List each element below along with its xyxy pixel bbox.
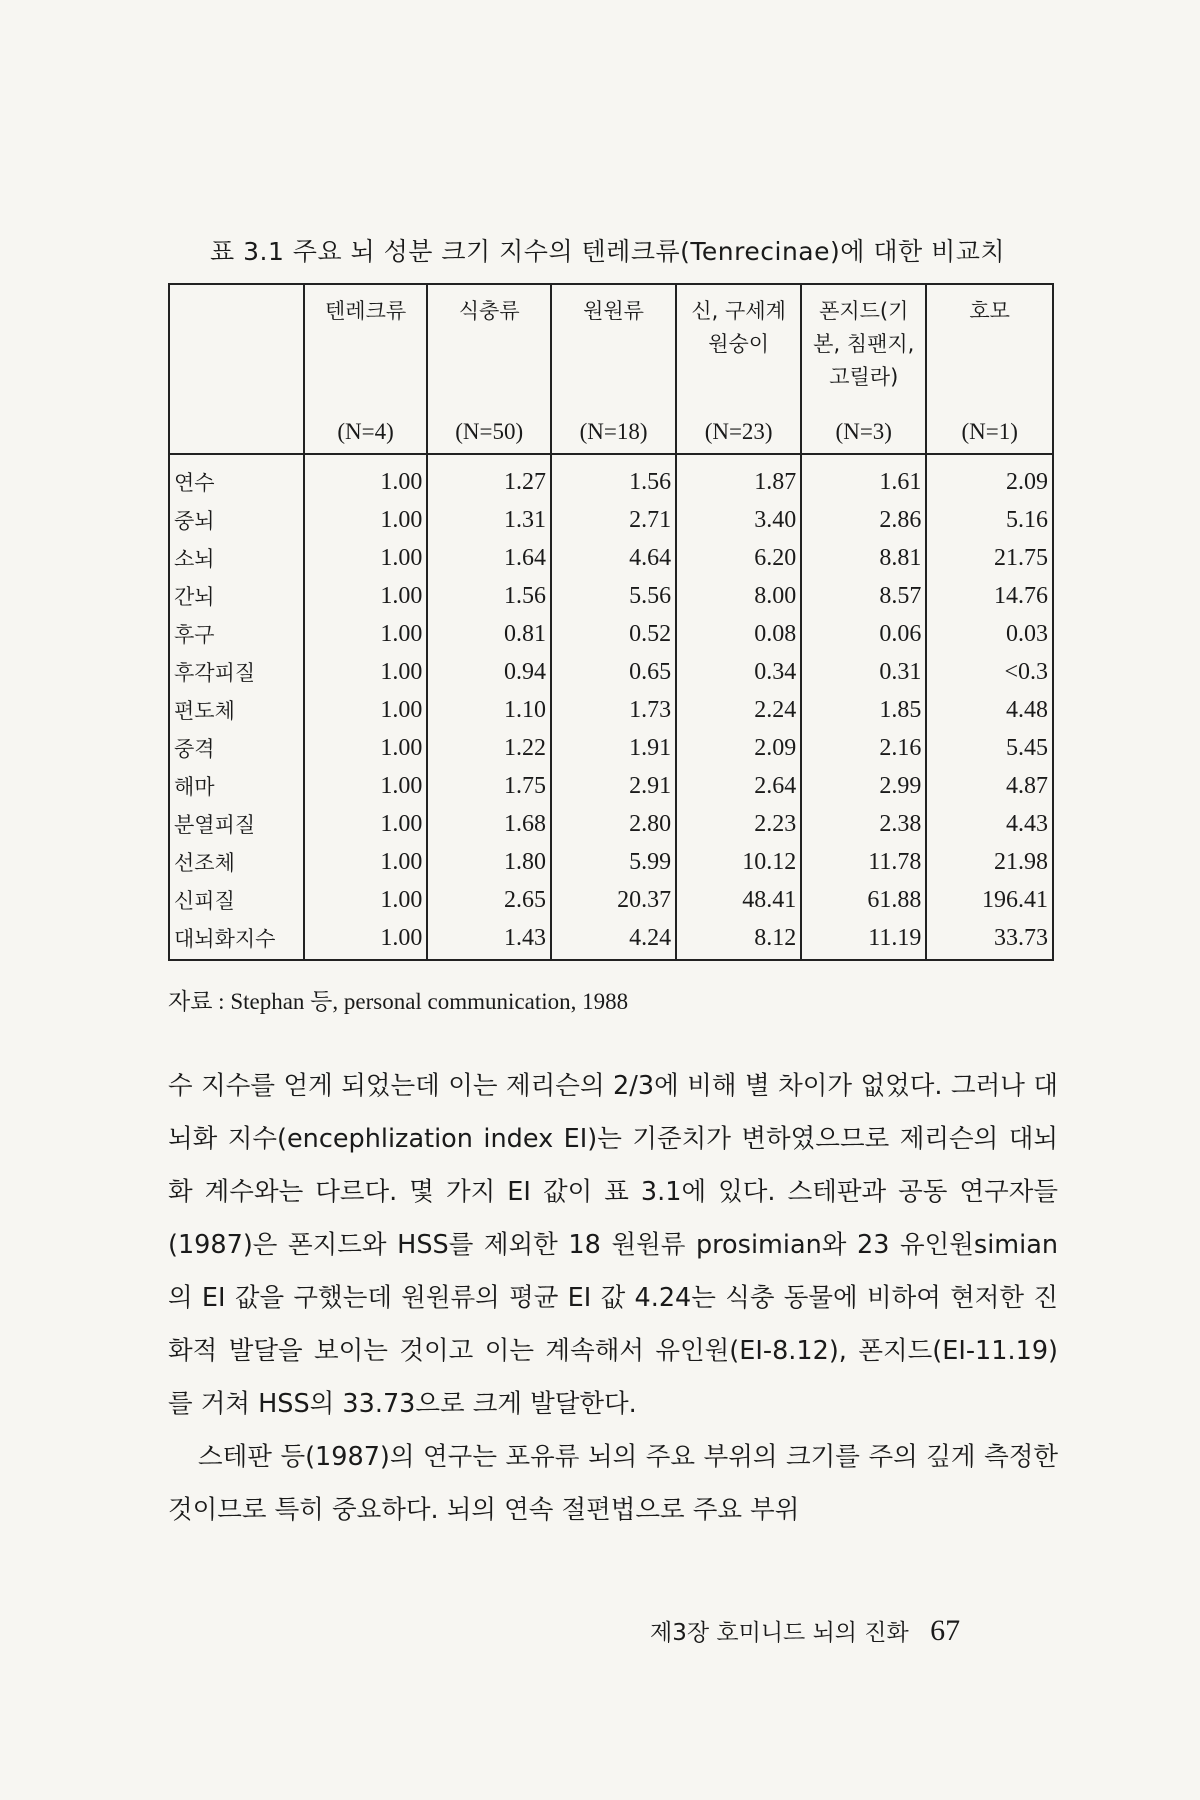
page-footer: [650, 1614, 960, 1648]
table-cell: 2.38: [801, 805, 926, 843]
table-cell: 8.81: [801, 539, 926, 577]
table-cell: 8.12: [676, 919, 801, 960]
row-label: 소뇌: [169, 539, 304, 577]
table-cell: 5.16: [926, 501, 1053, 539]
table-caption: 표 3.1 주요 뇌 성분 크기 지수의 텐레크류(Tenrecinae)에 대한 비교치: [210, 237, 1006, 266]
table-cell: 1.00: [304, 653, 428, 691]
table-cell: 2.64: [676, 767, 801, 805]
column-header: 호모 (N=1): [926, 284, 1053, 454]
table-cell: 1.22: [427, 729, 551, 767]
table-cell: 1.00: [304, 919, 428, 960]
table-cell: 1.31: [427, 501, 551, 539]
table-row: [169, 881, 1053, 919]
table-cell: 1.00: [304, 454, 428, 501]
table-cell: <0.3: [926, 653, 1053, 691]
column-header: 폰지드(기본, 침팬지, 고릴라) (N=3): [801, 284, 926, 454]
table-cell: 0.65: [551, 653, 676, 691]
table-cell: 6.20: [676, 539, 801, 577]
table-cell: 1.73: [551, 691, 676, 729]
table-cell: 1.00: [304, 691, 428, 729]
row-label: 신피질: [169, 881, 304, 919]
table-cell: 196.41: [926, 881, 1053, 919]
table-cell: 8.00: [676, 577, 801, 615]
table-row: [169, 729, 1053, 767]
table-cell: 1.10: [427, 691, 551, 729]
table-row: [169, 615, 1053, 653]
row-label: 중격: [169, 729, 304, 767]
table-row: [169, 577, 1053, 615]
table-cell: 4.48: [926, 691, 1053, 729]
table-cell: 14.76: [926, 577, 1053, 615]
table-cell: 4.24: [551, 919, 676, 960]
table-row: [169, 691, 1053, 729]
table-row: [169, 767, 1053, 805]
row-label: 편도체: [169, 691, 304, 729]
table-cell: 11.19: [801, 919, 926, 960]
table-cell: 5.99: [551, 843, 676, 881]
row-label: 후각피질: [169, 653, 304, 691]
table-cell: 11.78: [801, 843, 926, 881]
table-cell: 21.98: [926, 843, 1053, 881]
table-cell: 1.00: [304, 501, 428, 539]
row-label: 연수: [169, 454, 304, 501]
table-cell: 2.65: [427, 881, 551, 919]
table-cell: 1.00: [304, 767, 428, 805]
table-cell: 2.09: [676, 729, 801, 767]
table-cell: 1.68: [427, 805, 551, 843]
table-cell: 1.56: [551, 454, 676, 501]
column-header: 신, 구세계 원숭이 (N=23): [676, 284, 801, 454]
table-cell: 1.00: [304, 843, 428, 881]
table-cell: 2.23: [676, 805, 801, 843]
table-cell: 0.52: [551, 615, 676, 653]
table-cell: 1.61: [801, 454, 926, 501]
chapter-title: 제3장 호미니드 뇌의 진화: [650, 1620, 909, 1646]
table-cell: 2.09: [926, 454, 1053, 501]
table-cell: 1.00: [304, 729, 428, 767]
table-cell: 0.81: [427, 615, 551, 653]
source-note: 자료 : Stephan 등, personal communication, 1988: [168, 989, 629, 1014]
comparison-table: [168, 283, 1054, 961]
table-cell: 2.80: [551, 805, 676, 843]
table-cell: 1.43: [427, 919, 551, 960]
row-label: 분열피질: [169, 805, 304, 843]
body-text: [168, 1060, 1058, 1537]
table-row: [169, 539, 1053, 577]
table-cell: 4.64: [551, 539, 676, 577]
table-row: [169, 501, 1053, 539]
table-cell: 1.80: [427, 843, 551, 881]
table-cell: 2.91: [551, 767, 676, 805]
table-cell: 0.34: [676, 653, 801, 691]
table-cell: 1.00: [304, 615, 428, 653]
table-cell: 0.06: [801, 615, 926, 653]
table-cell: 0.94: [427, 653, 551, 691]
table-corner-cell: [169, 284, 304, 454]
table-cell: 4.43: [926, 805, 1053, 843]
column-header: 식충류 (N=50): [427, 284, 551, 454]
table-cell: 1.56: [427, 577, 551, 615]
table-cell: 4.87: [926, 767, 1053, 805]
row-label: 해마: [169, 767, 304, 805]
table-cell: 8.57: [801, 577, 926, 615]
table-cell: 1.64: [427, 539, 551, 577]
table-cell: 1.00: [304, 805, 428, 843]
table-cell: 5.56: [551, 577, 676, 615]
table-cell: 1.00: [304, 881, 428, 919]
table-cell: 2.86: [801, 501, 926, 539]
table-cell: 0.31: [801, 653, 926, 691]
table-cell: 2.24: [676, 691, 801, 729]
paragraph: 스테판 등(1987)의 연구는 포유류 뇌의 주요 부위의 크기를 주의 깊게 측정한 것이므로 특히 중요하다. 뇌의 연속 절편법으로 주요 부위: [168, 1442, 1058, 1525]
table-row: [169, 919, 1053, 960]
page-number: 67: [930, 1614, 961, 1647]
row-label: 중뇌: [169, 501, 304, 539]
column-header: 텐레크류 (N=4): [304, 284, 428, 454]
table-cell: 20.37: [551, 881, 676, 919]
table-cell: 1.91: [551, 729, 676, 767]
row-label: 선조체: [169, 843, 304, 881]
table-row: [169, 843, 1053, 881]
table-cell: 10.12: [676, 843, 801, 881]
table-cell: 2.16: [801, 729, 926, 767]
table-cell: 3.40: [676, 501, 801, 539]
table-cell: 1.00: [304, 539, 428, 577]
table-cell: 1.00: [304, 577, 428, 615]
row-label: 후구: [169, 615, 304, 653]
table-cell: 1.75: [427, 767, 551, 805]
table-cell: 21.75: [926, 539, 1053, 577]
table-body: [169, 454, 1053, 960]
table-cell: 61.88: [801, 881, 926, 919]
row-label: 대뇌화지수: [169, 919, 304, 960]
table-row: [169, 805, 1053, 843]
table-row: [169, 653, 1053, 691]
table-cell: 0.08: [676, 615, 801, 653]
table-cell: 1.87: [676, 454, 801, 501]
table-cell: 5.45: [926, 729, 1053, 767]
table-row: [169, 454, 1053, 501]
table-cell: 0.03: [926, 615, 1053, 653]
table-cell: 48.41: [676, 881, 801, 919]
table-cell: 1.27: [427, 454, 551, 501]
column-header: 원원류 (N=18): [551, 284, 676, 454]
table-cell: 2.99: [801, 767, 926, 805]
paragraph: 수 지수를 얻게 되었는데 이는 제리슨의 2/3에 비해 별 차이가 없었다. 그러나 대뇌화 지수(encephlization index EI)는 기준치가 변하였으므로 제리슨의 대뇌화 계수와는 다르다. 몇 가지 EI 값이 표 3.1에 있다. 스테판과 공동 연구자들(1987)은 폰지드와 HSS를 제외한 18 원원류 prosimian와 23 유인원simian의 EI 값을 구했는데 원원류의 평균 EI 값 4.24는 식충 동물에 비하여 현저한 진화적 발달을 보이는 것이고 이는 계속해서 유인원(EI-8.12), 폰지드(EI-11.19)를 거쳐 HSS의 33.73으로 크게 발달한다.: [168, 1071, 1058, 1419]
table-cell: 1.85: [801, 691, 926, 729]
table-cell: 2.71: [551, 501, 676, 539]
row-label: 간뇌: [169, 577, 304, 615]
table-cell: 33.73: [926, 919, 1053, 960]
